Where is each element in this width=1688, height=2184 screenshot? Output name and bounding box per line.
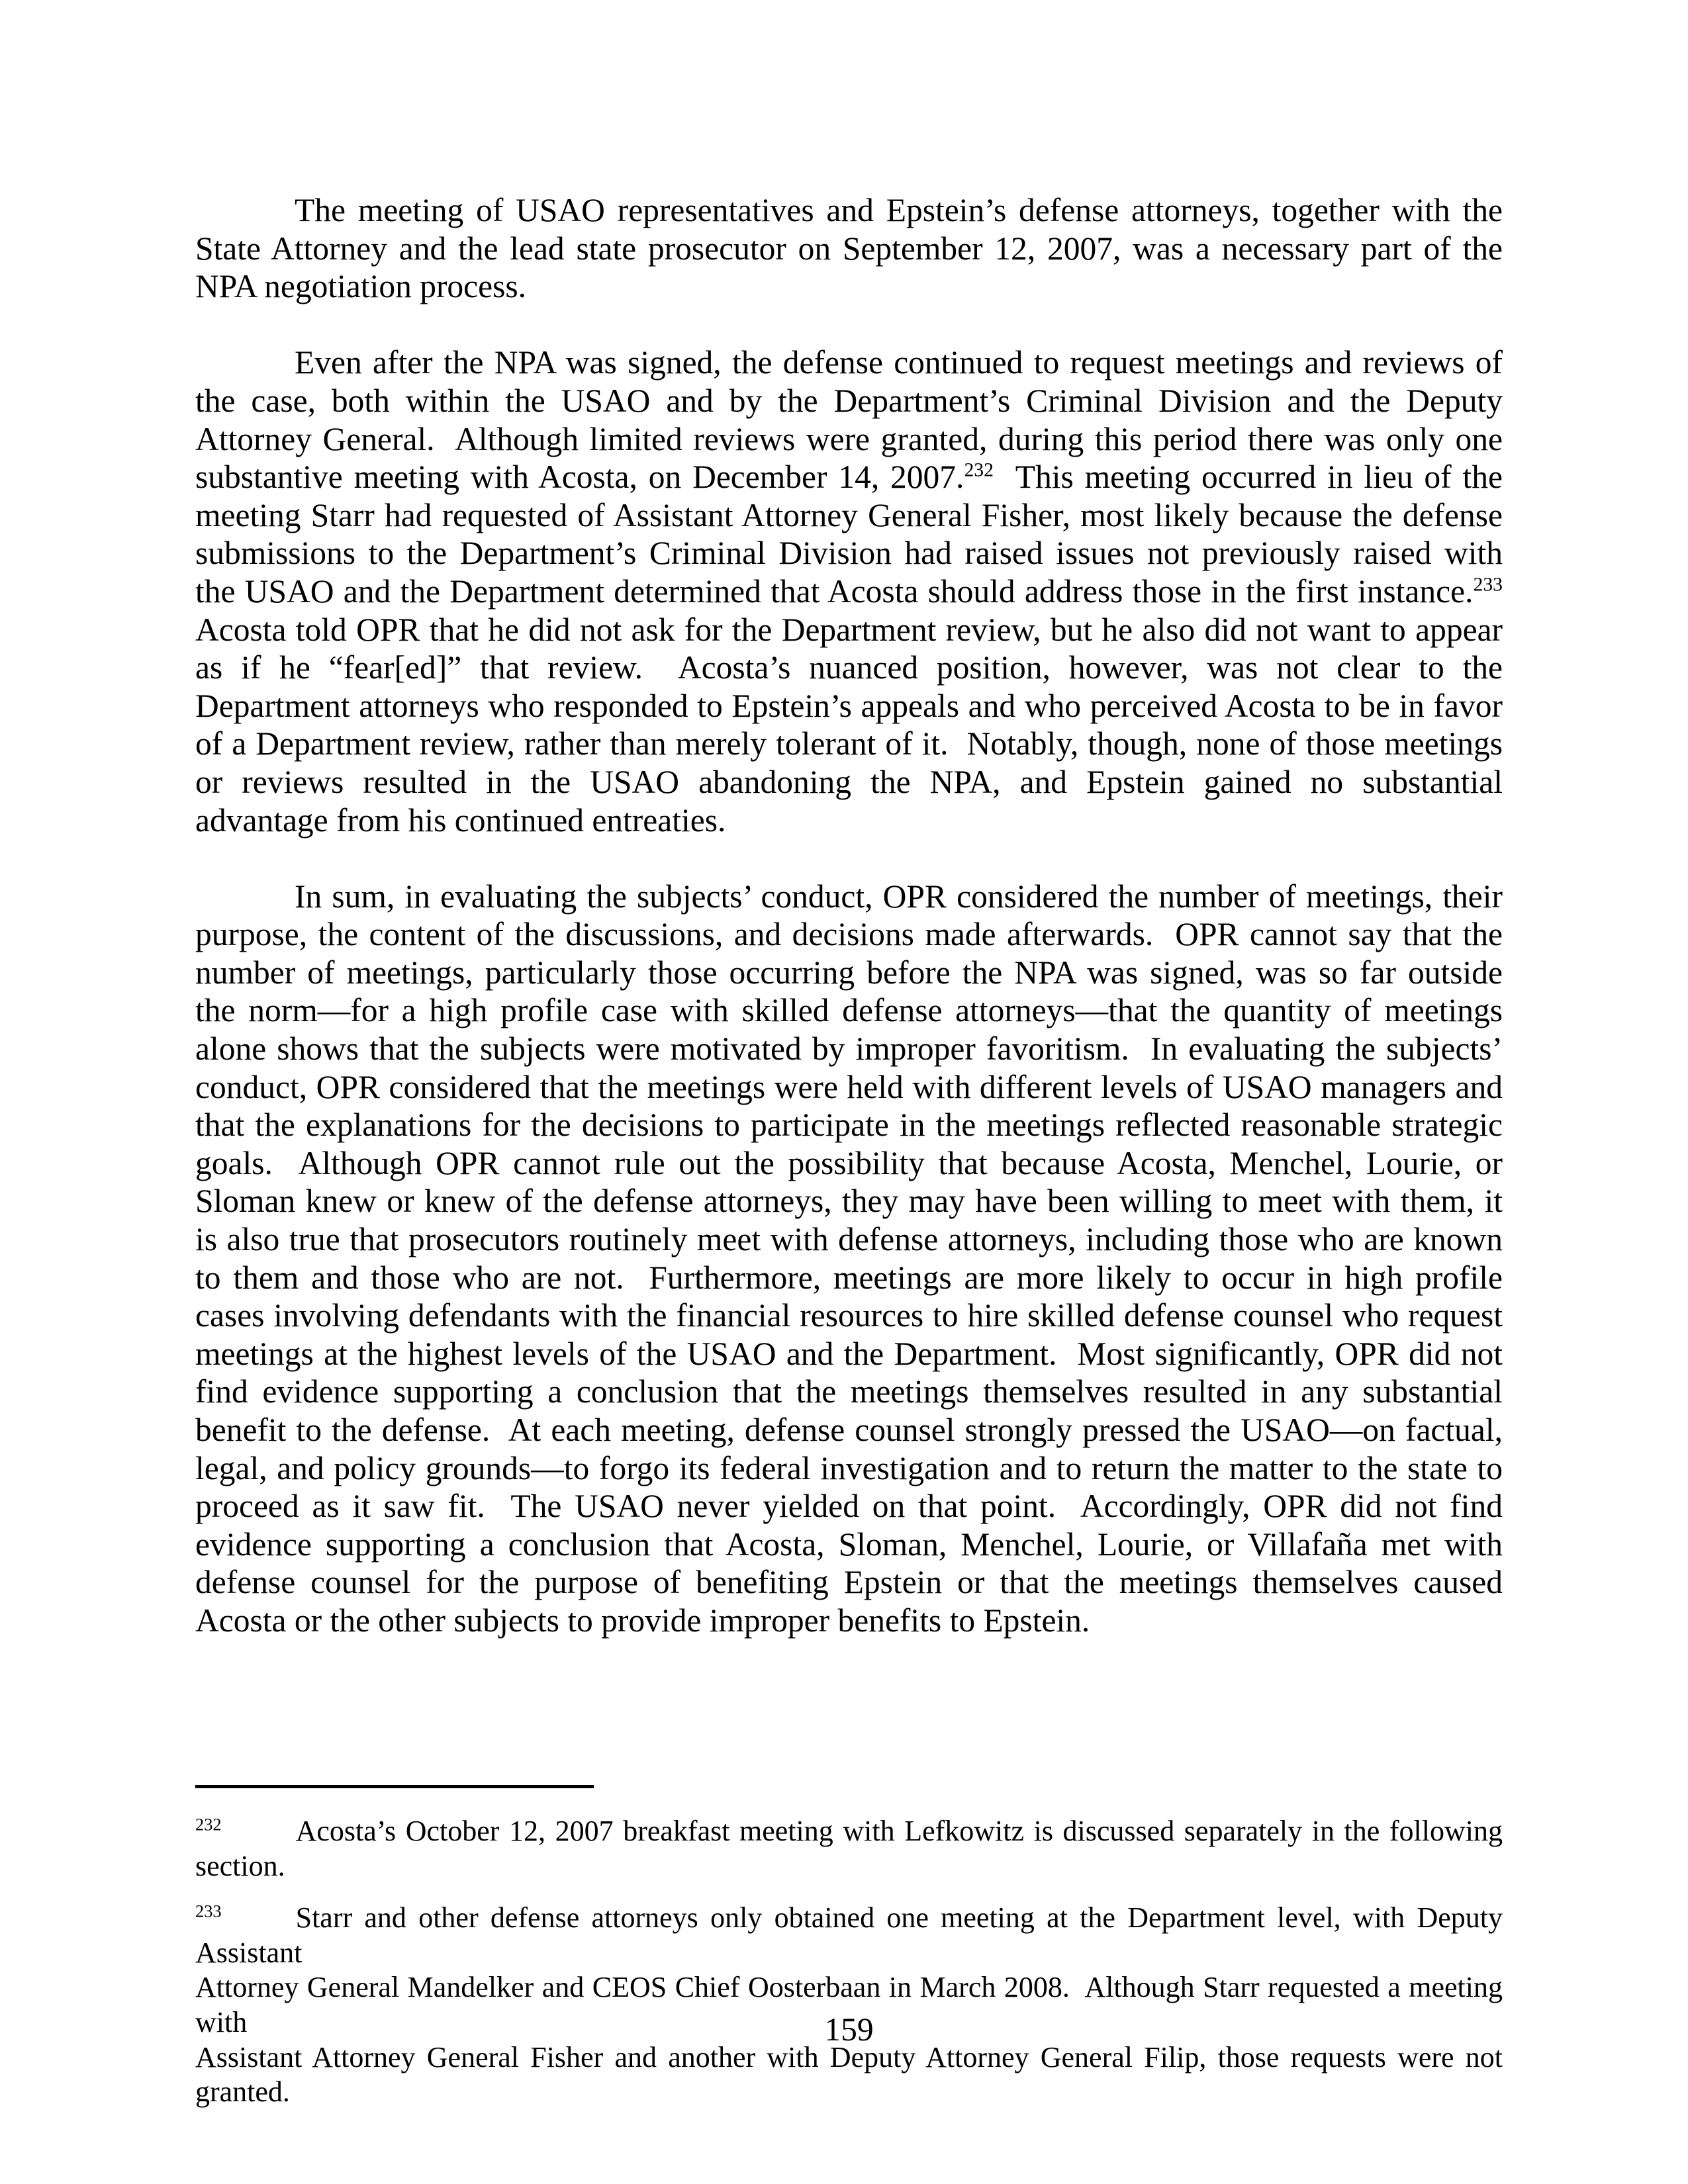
text-line: find evidence supporting a conclusion that the meetings themselves resulted in any substantial bbox=[195, 1373, 1503, 1410]
text-line: the USAO and the Department determined that Acosta should address those in the first instance.$^{233}$ bbox=[195, 572, 1503, 610]
text-line: In sum, in evaluating the subjects’ conduct, OPR considered the number of meetings, their bbox=[295, 878, 1503, 915]
text-line: $^{232}$ Acosta’s October 12, 2007 breakfast meeting with Lefkowitz is discussed separately in the following section. bbox=[195, 1814, 1503, 1882]
footnote-reference: 232 bbox=[195, 1814, 222, 1835]
body-paragraph-2 bbox=[195, 343, 1503, 839]
text-line: of a Department review, rather than merely tolerant of it. Notably, though, none of those meetings bbox=[195, 725, 1503, 762]
text-line: goals. Although OPR cannot rule out the possibility that because Acosta, Menchel, Lourie, or bbox=[195, 1144, 1503, 1181]
text-line: substantive meeting with Acosta, on December 14, 2007.$^{232}$ This meeting occurred in lieu of the bbox=[195, 459, 1503, 496]
footnote-233 bbox=[195, 1901, 1503, 2110]
text-line: cases involving defendants with the financial resources to hire skilled defense counsel who request bbox=[195, 1297, 1503, 1334]
text-line: State Attorney and the lead state prosecutor on September 12, 2007, was a necessary part of the bbox=[195, 230, 1503, 267]
text-line: alone shows that the subjects were motivated by improper favoritism. In evaluating the subjects’ bbox=[195, 1030, 1503, 1068]
text-line: Acosta told OPR that he did not ask for the Department review, but he also did not want to appear bbox=[195, 611, 1503, 648]
text-line: Acosta or the other subjects to provide improper benefits to Epstein. bbox=[195, 1602, 1090, 1639]
text-line: meeting Starr had requested of Assistant Attorney General Fisher, most likely because the defense bbox=[195, 496, 1503, 533]
text-line: advantage from his continued entreaties. bbox=[195, 801, 726, 839]
text-line: NPA negotiation process. bbox=[195, 268, 527, 305]
text-line: that the explanations for the decisions to participate in the meetings reflected reasonable strategic bbox=[195, 1107, 1503, 1144]
footnote-reference: 233 bbox=[195, 1901, 222, 1921]
text-line: or reviews resulted in the USAO abandoning the NPA, and Epstein gained no substantial bbox=[195, 763, 1503, 800]
footnote-reference: 232 bbox=[964, 459, 994, 481]
body-text bbox=[195, 191, 1503, 1640]
text-line: Attorney General. Although limited reviews were granted, during this period there was only one bbox=[195, 420, 1503, 457]
footnote-separator-rule bbox=[195, 1785, 594, 1788]
text-line: the case, both within the USAO and by the Department’s Criminal Division and the Deputy bbox=[195, 382, 1503, 419]
text-line: evidence supporting a conclusion that Acosta, Sloman, Menchel, Lourie, or Villafaña met with bbox=[195, 1525, 1503, 1563]
text-line: is also true that prosecutors routinely meet with defense attorneys, including those who are known bbox=[195, 1221, 1503, 1258]
text-line: Sloman knew or knew of the defense attorneys, they may have been willing to meet with them, it bbox=[195, 1183, 1503, 1220]
footnote-232 bbox=[195, 1814, 1503, 1884]
text-line: Even after the NPA was signed, the defense continued to request meetings and reviews of bbox=[295, 344, 1503, 381]
text-line: defense counsel for the purpose of benefiting Epstein or that the meetings themselves caused bbox=[195, 1564, 1503, 1601]
text-line: legal, and policy grounds—to forgo its federal investigation and to return the matter to the state to bbox=[195, 1449, 1503, 1486]
text-line: The meeting of USAO representatives and Epstein’s defense attorneys, together with the bbox=[295, 192, 1503, 228]
text-line: $^{233}$ Starr and other defense attorneys only obtained one meeting at the Department level, with Deputy Assistant bbox=[195, 1901, 1503, 1969]
footnotes-section bbox=[195, 1814, 1503, 2110]
text-line: number of meetings, particularly those occurring before the NPA was signed, was so far outside bbox=[195, 954, 1503, 991]
text-line: meetings at the highest levels of the USAO and the Department. Most significantly, OPR did not bbox=[195, 1335, 1503, 1372]
body-paragraph-3 bbox=[195, 878, 1503, 1640]
text-line: to them and those who are not. Furthermore, meetings are more likely to occur in high profile bbox=[195, 1259, 1503, 1296]
text-line: benefit to the defense. At each meeting, defense counsel strongly pressed the USAO—on factual, bbox=[195, 1412, 1503, 1448]
footnote-reference: 233 bbox=[1473, 574, 1503, 596]
text-line: Attorney General Mandelker and CEOS Chief Oosterbaan in March 2008. Although Starr requested a meeting with bbox=[195, 1971, 1503, 2038]
text-line: proceed as it saw fit. The USAO never yielded on that point. Accordingly, OPR did not find bbox=[195, 1488, 1503, 1525]
text-line: the norm—for a high profile case with skilled defense attorneys—that the quantity of meetings bbox=[195, 992, 1503, 1029]
text-line: as if he “fear[ed]” that review. Acosta’s nuanced position, however, was not clear to the bbox=[195, 649, 1503, 686]
text-line: Department attorneys who responded to Epstein’s appeals and who perceived Acosta to be in favor bbox=[195, 687, 1503, 724]
text-line: conduct, OPR considered that the meetings were held with different levels of USAO managers and bbox=[195, 1068, 1503, 1105]
body-paragraph-1 bbox=[195, 191, 1503, 306]
text-line: purpose, the content of the discussions, and decisions made afterwards. OPR cannot say that the bbox=[195, 916, 1503, 953]
text-line: Assistant Attorney General Fisher and another with Deputy Attorney General Filip, those requests were not granted. bbox=[195, 2040, 1503, 2109]
text-line: submissions to the Department’s Criminal Division had raised issues not previously raised with bbox=[195, 535, 1503, 572]
page-number: 159 bbox=[824, 2011, 874, 2048]
